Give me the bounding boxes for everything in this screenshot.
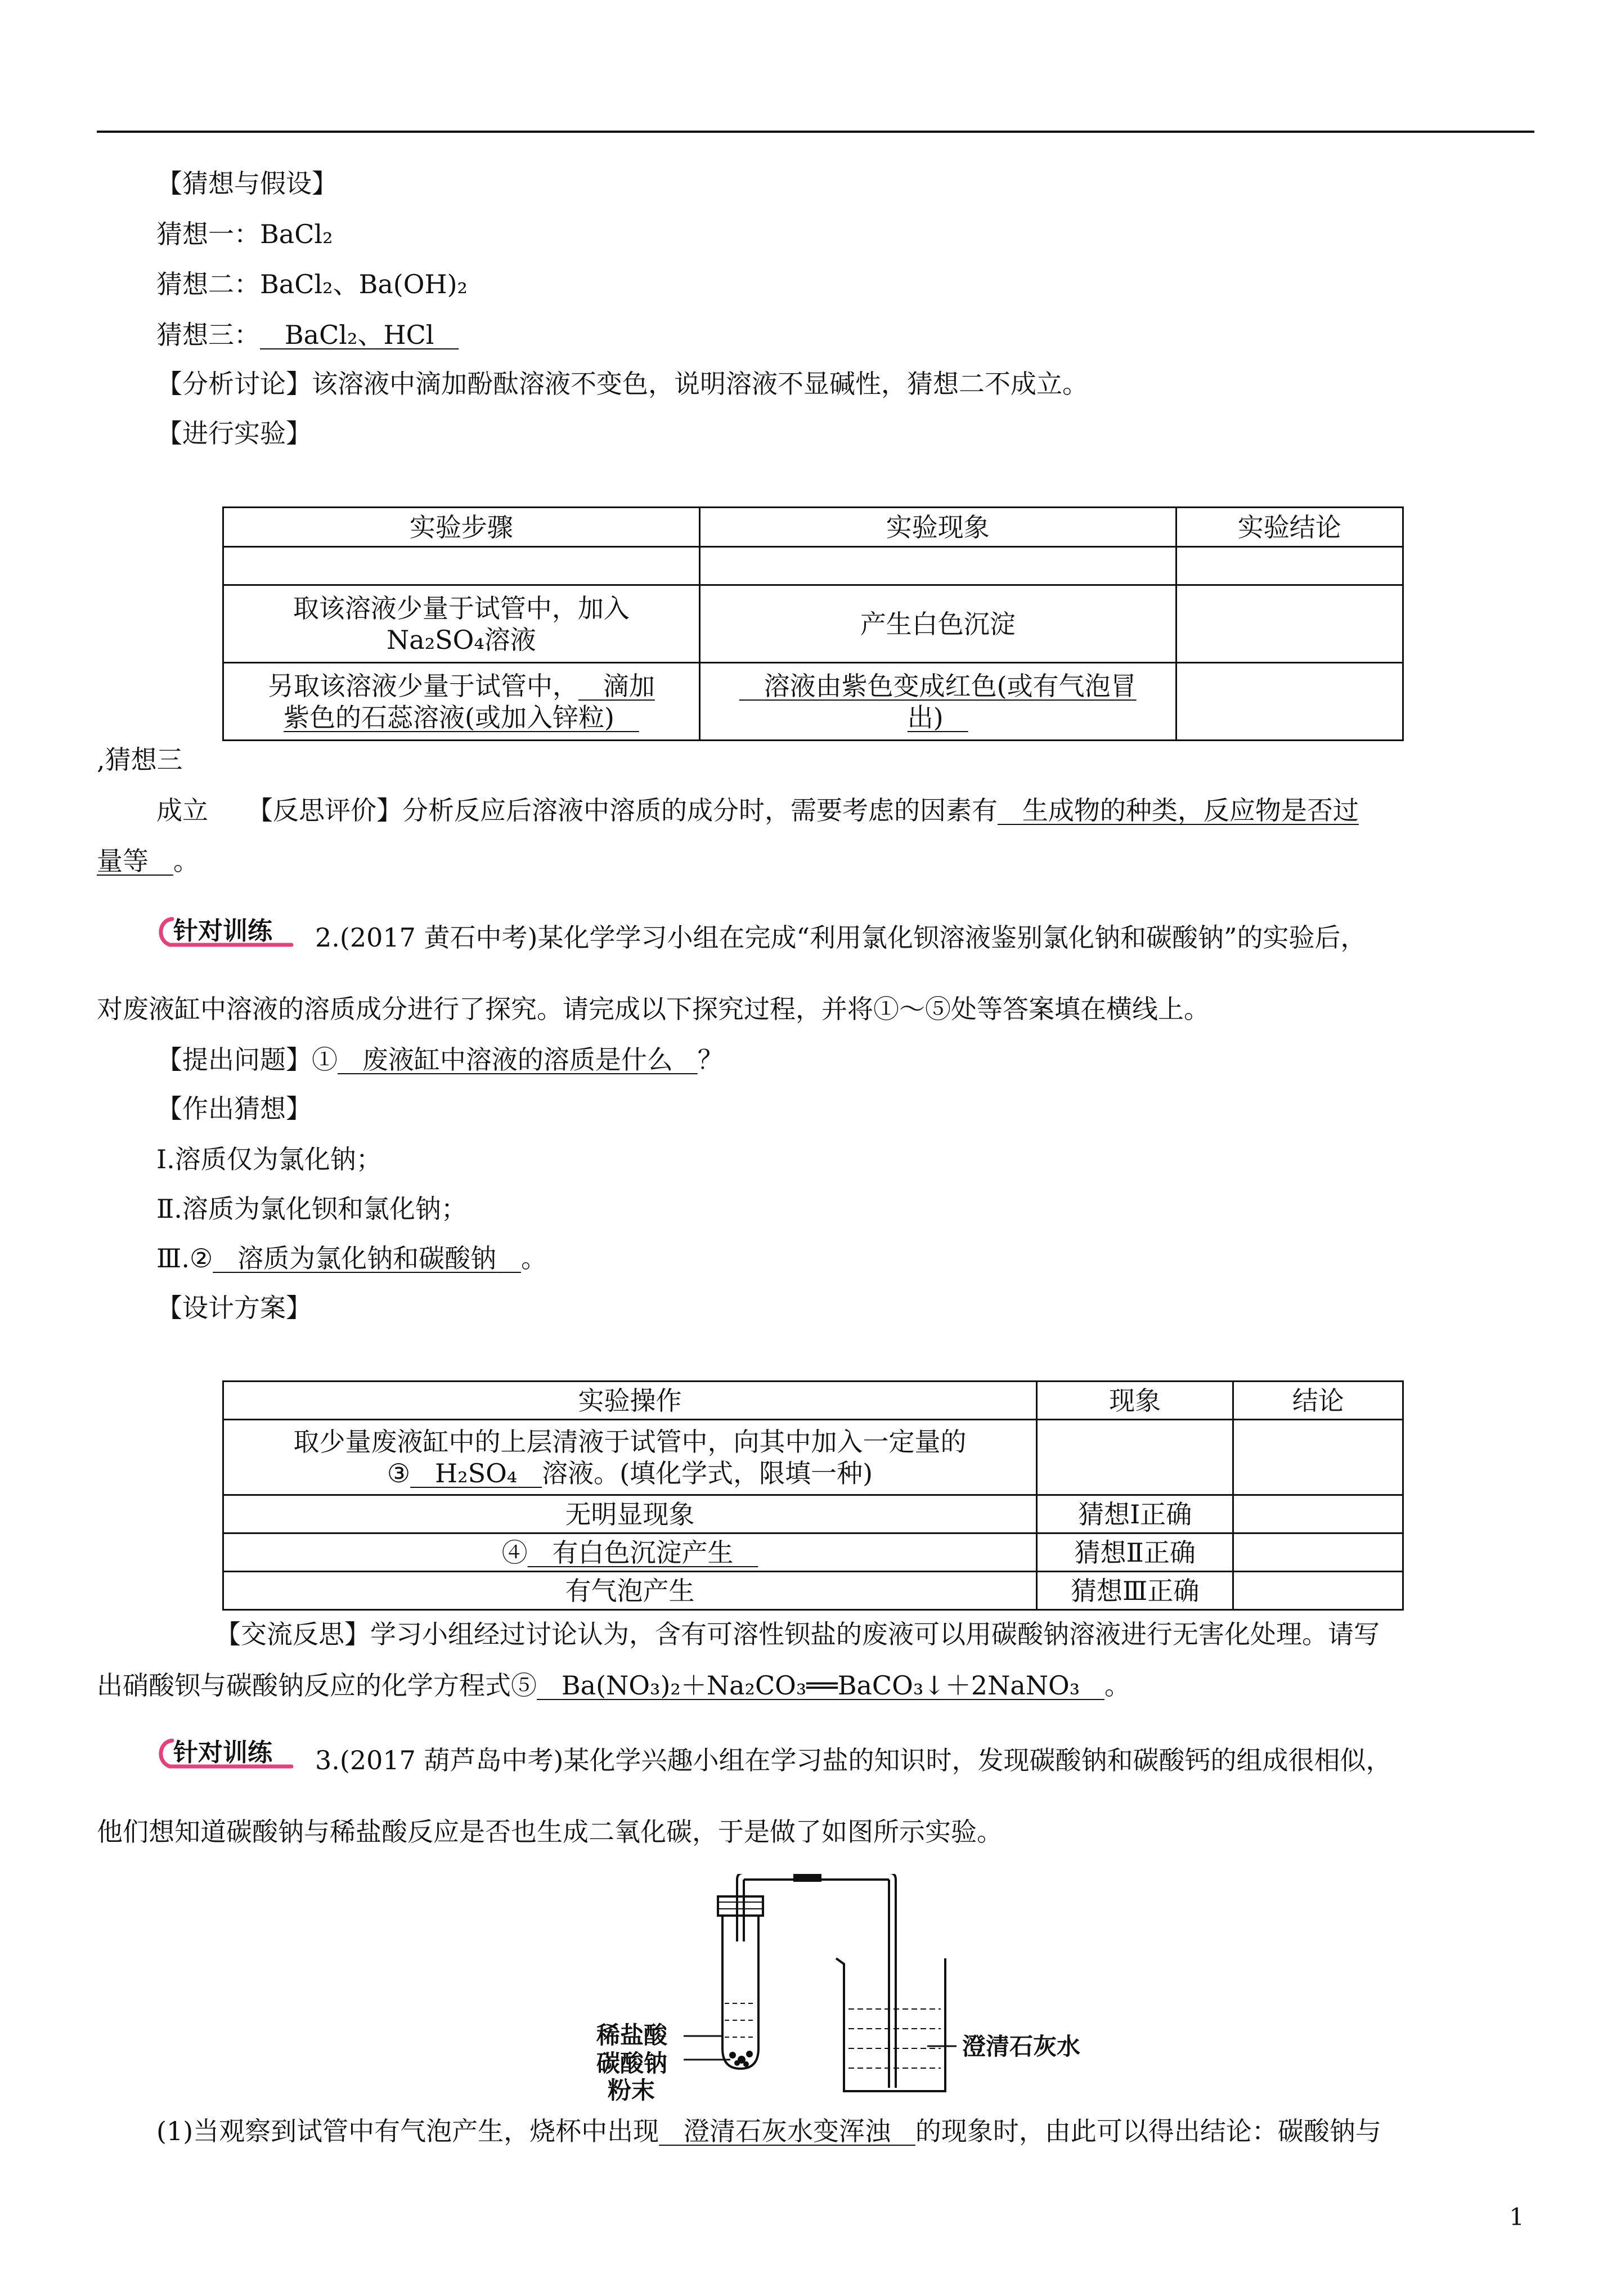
table-row <box>223 547 1403 585</box>
analysis-text: 【分析讨论】该溶液中滴加酚酞溶液不变色，说明溶液不显碱性，猜想二不成立。 <box>156 369 1088 399</box>
guess-three: 猜想三： BaCl₂、HCl <box>156 320 434 350</box>
page-number: 1 <box>1509 2203 1524 2231</box>
experiment-heading: 【进行实验】 <box>156 418 312 449</box>
practice-tag-q3: 针对训练 <box>151 1736 297 1772</box>
conclusion-cell: 猜想Ⅱ正确 <box>1036 1533 1233 1572</box>
q3-sub1: (1)当观察到试管中有气泡产生，烧杯中出现 澄清石灰水变浑浊 的现象时，由此可以得出结论：碳酸钠与 <box>156 2116 1381 2146</box>
experiment-table <box>222 506 1404 741</box>
guess-one: 猜想一：BaCl₂ <box>156 219 333 249</box>
table-row <box>223 1420 1403 1495</box>
q2-line2: 对废液缸中溶液的溶质成分进行了探究。请完成以下探究过程，并将①～⑤处等答案填在横线上。 <box>97 994 1210 1024</box>
header-operation: 实验操作 <box>223 1382 1037 1420</box>
label-powder: 粉末 <box>608 2077 655 2104</box>
phenomenon-cell: 产生白色沉淀 <box>699 585 1176 663</box>
q2-guess-1: Ⅰ.溶质仅为氯化钠； <box>156 1144 382 1174</box>
q2-design-heading: 【设计方案】 <box>156 1293 312 1323</box>
phenomenon-cell: 溶液由紫色变成红色(或有气泡冒 出) <box>699 663 1176 741</box>
reflection-line2: 量等 。 <box>97 846 199 876</box>
guess-two: 猜想二：BaCl₂、Ba(OH)₂ <box>156 269 468 299</box>
phenomenon-cell: 无明显现象 <box>223 1495 1037 1533</box>
step-cell: 取该溶液少量于试管中，加入 Na₂SO₄溶液 <box>223 585 700 663</box>
after-table-text: ,猜想三 <box>97 745 183 775</box>
phenomenon-cell: ④ 有白色沉淀产生 <box>223 1533 1037 1572</box>
equation: Ba(NO₃)₂＋Na₂CO₃══BaCO₃↓＋2NaNO₃ <box>561 1670 1080 1701</box>
header-phenomenon: 实验现象 <box>699 508 1176 547</box>
q2-guess-3: Ⅲ.② 溶质为氯化钠和碳酸钠 。 <box>156 1243 547 1273</box>
table-header-row <box>223 508 1403 547</box>
exchange-line1: 【交流反思】学习小组经过讨论认为，含有可溶性钡盐的废液可以用碳酸钠溶液进行无害化处理。请写 <box>215 1619 1380 1649</box>
header-conclusion: 实验结论 <box>1176 508 1403 547</box>
q2-question: 【提出问题】① 废液缸中溶液的溶质是什么 ？ <box>156 1044 724 1075</box>
hypothesis-heading: 【猜想与假设】 <box>156 168 338 199</box>
conclusion-cell: 猜想Ⅲ正确 <box>1036 1572 1233 1610</box>
operation-cell: 取少量废液缸中的上层清液于试管中，向其中加入一定量的 ③ H₂SO₄ 溶液。(填化学式，限填一种) <box>223 1420 1037 1495</box>
table-row <box>223 1495 1403 1533</box>
header-step: 实验步骤 <box>223 508 700 547</box>
label-limewater: 澄清石灰水 <box>962 2033 1081 2060</box>
header-conclusion: 结论 <box>1233 1382 1403 1420</box>
table-header-row <box>223 1382 1403 1420</box>
table-row <box>223 1533 1403 1572</box>
q2-guess-2: Ⅱ.溶质为氯化钡和氯化钠； <box>156 1194 467 1224</box>
q2-line1: 2.(2017 黄石中考)某化学学习小组在完成“利用氯化钡溶液鉴别氯化钠和碳酸钠”的实验后， <box>315 922 1367 953</box>
header-phenomenon: 现象 <box>1036 1382 1233 1420</box>
table-row <box>223 585 1403 663</box>
conclusion-cell: 猜想Ⅰ正确 <box>1036 1495 1233 1533</box>
reflection-line1: 成立 【反思评价】分析反应后溶液中溶质的成分时，需要考虑的因素有 生成物的种类，反应物是否过 <box>156 795 1359 826</box>
practice-tag-q2: 针对训练 <box>151 914 297 950</box>
label-dilute-acid: 稀盐酸 <box>596 2021 668 2049</box>
guess-three-answer: BaCl₂、HCl <box>284 320 434 350</box>
header-rule <box>97 131 1534 133</box>
label-sodium-carbonate: 碳酸钠 <box>596 2050 668 2077</box>
exchange-line2: 出硝酸钡与碳酸钠反应的化学方程式⑤ Ba(NO₃)₂＋Na₂CO₃══BaCO₃↓＋2NaNO₃ 。 <box>97 1670 1131 1701</box>
design-table <box>222 1380 1404 1611</box>
table-row <box>223 1572 1403 1610</box>
q3-line2: 他们想知道碳酸钠与稀盐酸反应是否也生成二氧化碳，于是做了如图所示实验。 <box>97 1817 1003 1847</box>
q3-line1: 3.(2017 葫芦岛中考)某化学兴趣小组在学习盐的知识时，发现碳酸钠和碳酸钙的组成很相似， <box>315 1745 1392 1775</box>
table-row <box>223 663 1403 741</box>
apparatus-figure <box>585 1874 1114 2104</box>
q2-guess-heading: 【作出猜想】 <box>156 1093 312 1124</box>
step-cell: 另取该溶液少量于试管中， 滴加 紫色的石蕊溶液(或加入锌粒) <box>223 663 700 741</box>
phenomenon-cell: 有气泡产生 <box>223 1572 1037 1610</box>
